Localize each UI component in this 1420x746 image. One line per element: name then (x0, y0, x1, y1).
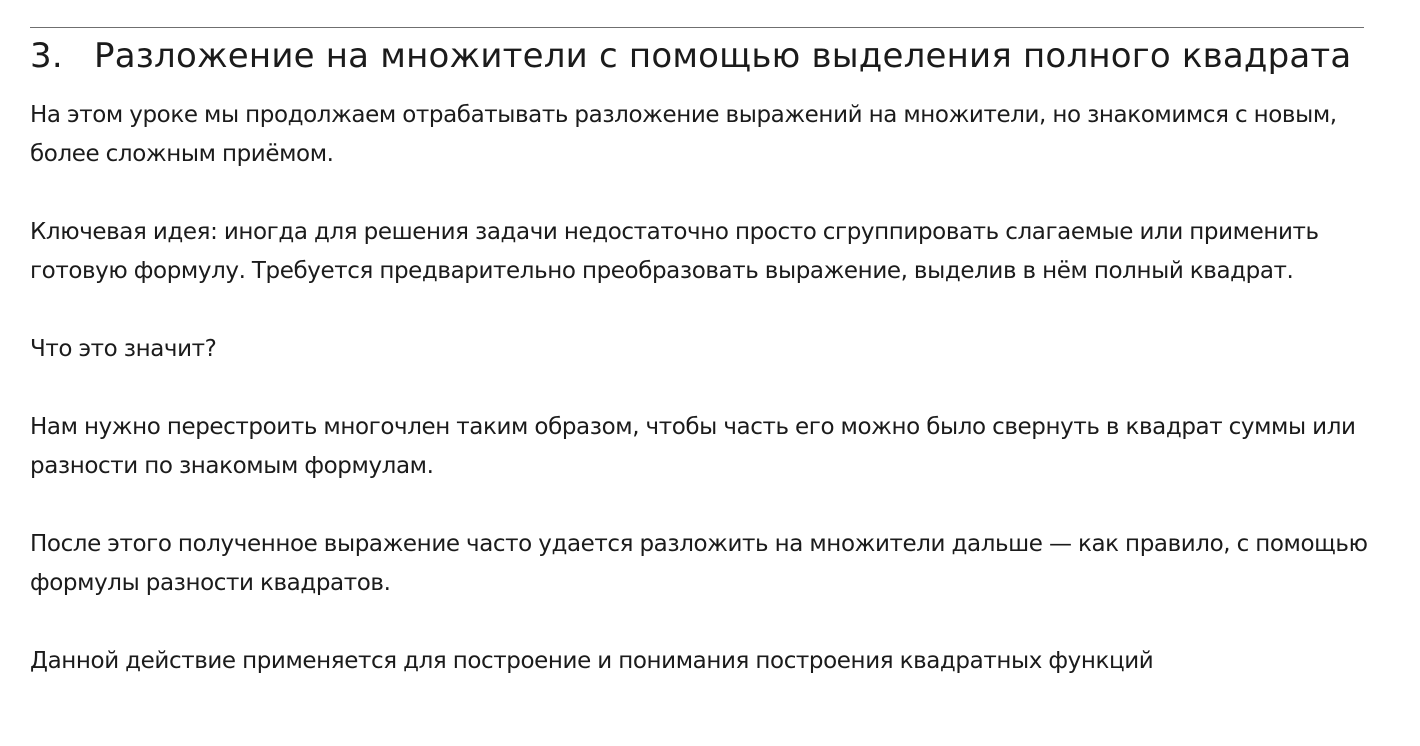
lesson-text (30, 96, 1368, 681)
top-divider (30, 27, 1364, 28)
paragraph-application: Данной действие применяется для построение и понимания построения квадратных функций (30, 648, 1154, 674)
section-number: 3. (30, 36, 63, 76)
paragraph-next-step: После этого полученное выражение часто удается разложить на множители дальше — как правило, с помощью формулы разности квадратов. (30, 531, 1368, 596)
section-heading (30, 33, 1351, 79)
paragraph-intro: На этом уроке мы продолжаем отрабатывать разложение выражений на множители, но знакомимся с новым, более сложным приёмом. (30, 102, 1337, 167)
paragraph-explanation: Нам нужно перестроить многочлен таким образом, чтобы часть его можно было свернуть в квадрат суммы или разности по знакомым формулам. (30, 414, 1356, 479)
paragraph-question: Что это значит? (30, 336, 217, 362)
paragraph-key-idea: Ключевая идея: иногда для решения задачи недостаточно просто сгруппировать слагаемые или применить готовую формулу. Требуется предварительно преобразовать выражение, выделив в нём полный квадрат. (30, 219, 1319, 284)
section-title: Разложение на множители с помощью выделения полного квадрата (94, 36, 1352, 76)
